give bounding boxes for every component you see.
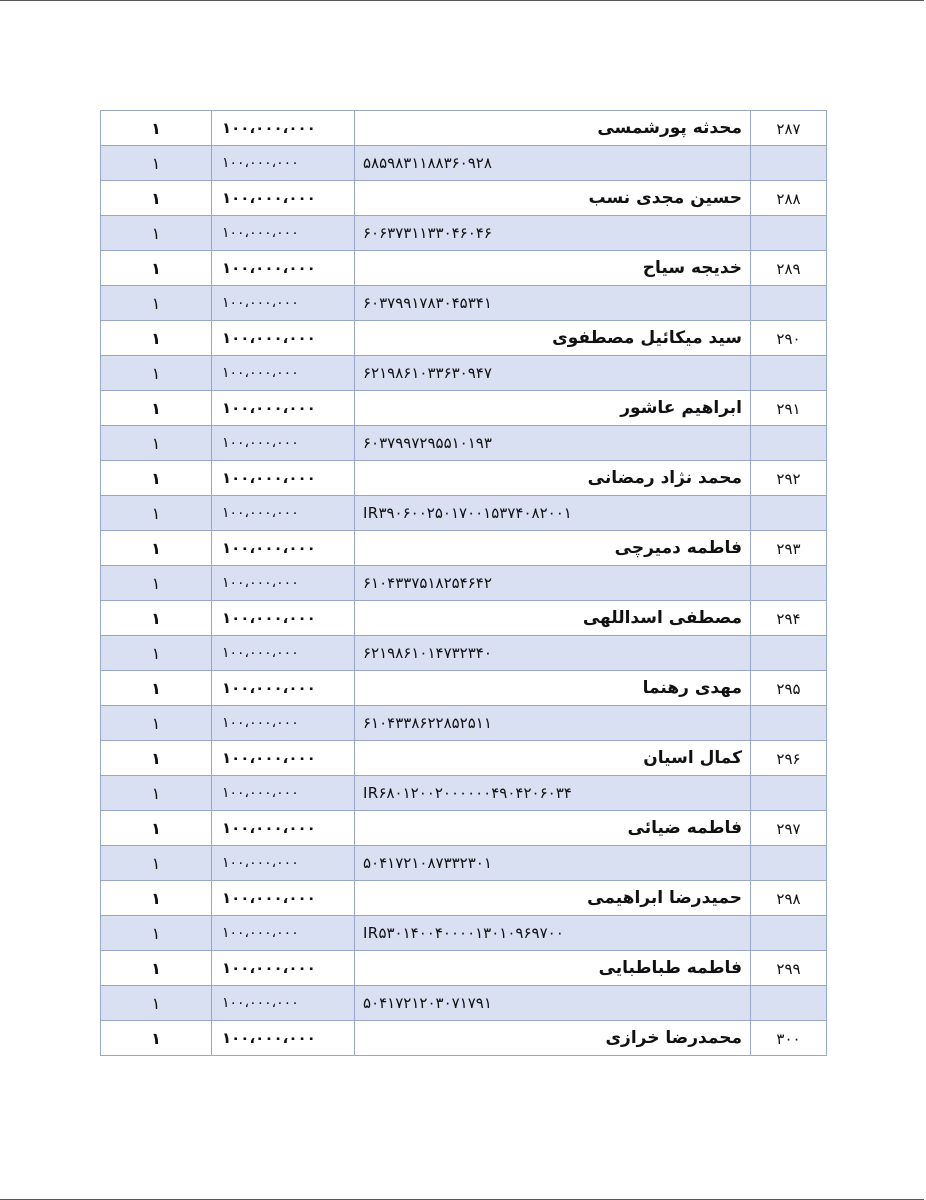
account-amount-value: ۱۰۰،۰۰۰،۰۰۰ <box>222 925 299 941</box>
account-amount-value: ۱۰۰،۰۰۰،۰۰۰ <box>222 435 299 451</box>
index-cell <box>751 881 827 916</box>
person-name: خدیجه سیاح <box>642 258 742 278</box>
account-cell <box>355 776 751 811</box>
name-cell <box>355 321 751 356</box>
table-row-account <box>101 706 827 741</box>
table-row-account <box>101 916 827 951</box>
account-cell <box>355 846 751 881</box>
person-name: فاطمه طباطبایی <box>598 958 742 978</box>
account-cell <box>355 496 751 531</box>
count-cell <box>101 741 212 776</box>
account-amount-cell <box>212 776 355 811</box>
count-cell <box>101 391 212 426</box>
name-cell <box>355 461 751 496</box>
count-cell <box>101 251 212 286</box>
count-value: ۱ <box>151 888 161 908</box>
table-row-name <box>101 811 827 846</box>
account-number: ۶۰۳۷۹۹۱۷۸۳۰۴۵۳۴۱ <box>363 294 492 312</box>
index-cell <box>751 671 827 706</box>
account-amount-value: ۱۰۰،۰۰۰،۰۰۰ <box>222 505 299 521</box>
account-amount-value: ۱۰۰،۰۰۰،۰۰۰ <box>222 295 299 311</box>
index-cell <box>751 461 827 496</box>
account-number: ۶۰۳۷۹۹۷۲۹۵۵۱۰۱۹۳ <box>363 434 492 452</box>
count-value: ۱ <box>151 748 161 768</box>
row-number: ۳۰۰ <box>776 1029 801 1048</box>
index-cell <box>751 111 827 146</box>
account-count-cell <box>101 286 212 321</box>
amount-value: ۱۰۰،۰۰۰،۰۰۰ <box>222 1029 316 1047</box>
account-amount-cell <box>212 426 355 461</box>
index-cell <box>751 1021 827 1056</box>
name-cell <box>355 531 751 566</box>
count-cell <box>101 601 212 636</box>
account-index-cell <box>751 216 827 251</box>
index-cell <box>751 741 827 776</box>
table-row-name <box>101 601 827 636</box>
account-index-cell <box>751 426 827 461</box>
row-number: ۲۹۶ <box>776 749 801 768</box>
table-row-account <box>101 496 827 531</box>
table-row-account <box>101 216 827 251</box>
table-row-account <box>101 846 827 881</box>
account-index-cell <box>751 916 827 951</box>
row-number: ۲۹۳ <box>776 539 801 558</box>
amount-cell <box>212 741 355 776</box>
person-name: حسین مجدی نسب <box>588 188 742 208</box>
amount-cell <box>212 601 355 636</box>
account-number: ۶۲۱۹۸۶۱۰۱۴۷۳۲۳۴۰ <box>363 644 492 662</box>
table-row-name <box>101 391 827 426</box>
index-cell <box>751 811 827 846</box>
account-number: ۵۸۵۹۸۳۱۱۸۸۳۶۰۹۲۸ <box>363 154 492 172</box>
account-number: ۵۰۴۱۷۲۱۰۸۷۳۳۲۳۰۱ <box>363 854 492 872</box>
account-count-value: ۱ <box>151 293 161 313</box>
index-cell <box>751 391 827 426</box>
person-name: ابراهیم عاشور <box>620 398 742 418</box>
account-amount-value: ۱۰۰،۰۰۰،۰۰۰ <box>222 225 299 241</box>
amount-value: ۱۰۰،۰۰۰،۰۰۰ <box>222 469 316 487</box>
account-count-value: ۱ <box>151 363 161 383</box>
account-count-value: ۱ <box>151 993 161 1013</box>
account-count-value: ۱ <box>151 853 161 873</box>
account-amount-cell <box>212 356 355 391</box>
account-amount-cell <box>212 146 355 181</box>
row-number: ۲۹۲ <box>776 469 801 488</box>
count-cell <box>101 671 212 706</box>
account-amount-cell <box>212 916 355 951</box>
account-count-value: ۱ <box>151 923 161 943</box>
person-name: فاطمه دمیرچی <box>614 538 742 558</box>
row-number: ۲۹۰ <box>776 329 801 348</box>
count-value: ۱ <box>151 328 161 348</box>
count-cell <box>101 881 212 916</box>
name-cell <box>355 671 751 706</box>
count-cell <box>101 321 212 356</box>
count-value: ۱ <box>151 118 161 138</box>
amount-cell <box>212 671 355 706</box>
account-amount-value: ۱۰۰،۰۰۰،۰۰۰ <box>222 155 299 171</box>
amount-cell <box>212 111 355 146</box>
account-cell <box>355 286 751 321</box>
table-row-account <box>101 426 827 461</box>
index-cell <box>751 181 827 216</box>
account-count-value: ۱ <box>151 433 161 453</box>
account-number: IR۳۹۰۶۰۰۲۵۰۱۷۰۰۱۵۳۷۴۰۸۲۰۰۱ <box>363 504 572 522</box>
amount-value: ۱۰۰،۰۰۰،۰۰۰ <box>222 329 316 347</box>
account-index-cell <box>751 286 827 321</box>
table-row-name <box>101 741 827 776</box>
account-index-cell <box>751 496 827 531</box>
table-row-name <box>101 881 827 916</box>
amount-value: ۱۰۰،۰۰۰،۰۰۰ <box>222 399 316 417</box>
person-name: فاطمه ضیائی <box>627 818 742 838</box>
account-index-cell <box>751 846 827 881</box>
account-count-cell <box>101 216 212 251</box>
account-number: IR۶۸۰۱۲۰۰۲۰۰۰۰۰۰۴۹۰۴۲۰۶۰۳۴ <box>363 784 572 802</box>
account-amount-cell <box>212 986 355 1021</box>
person-name: سید میکائیل مصطفوی <box>552 328 742 348</box>
index-cell <box>751 251 827 286</box>
count-value: ۱ <box>151 398 161 418</box>
table-row-name <box>101 461 827 496</box>
account-cell <box>355 426 751 461</box>
account-amount-value: ۱۰۰،۰۰۰،۰۰۰ <box>222 365 299 381</box>
table-row-name <box>101 111 827 146</box>
account-count-cell <box>101 566 212 601</box>
account-amount-value: ۱۰۰،۰۰۰،۰۰۰ <box>222 855 299 871</box>
count-cell <box>101 1021 212 1056</box>
account-index-cell <box>751 986 827 1021</box>
row-number: ۲۹۴ <box>776 609 801 628</box>
account-index-cell <box>751 356 827 391</box>
account-count-value: ۱ <box>151 643 161 663</box>
count-value: ۱ <box>151 678 161 698</box>
index-cell <box>751 531 827 566</box>
amount-value: ۱۰۰،۰۰۰،۰۰۰ <box>222 119 316 137</box>
index-cell <box>751 321 827 356</box>
account-count-cell <box>101 356 212 391</box>
account-amount-cell <box>212 566 355 601</box>
amount-value: ۱۰۰،۰۰۰،۰۰۰ <box>222 259 316 277</box>
row-number: ۲۸۸ <box>776 189 801 208</box>
amount-value: ۱۰۰،۰۰۰،۰۰۰ <box>222 189 316 207</box>
name-cell <box>355 601 751 636</box>
count-cell <box>101 181 212 216</box>
account-amount-cell <box>212 846 355 881</box>
table-row-name <box>101 181 827 216</box>
account-number: IR۵۳۰۱۴۰۰۴۰۰۰۰۱۳۰۱۰۹۶۹۷۰۰ <box>363 924 564 942</box>
account-cell <box>355 566 751 601</box>
person-name: مهدی رهنما <box>642 678 742 698</box>
amount-cell <box>212 1021 355 1056</box>
amount-cell <box>212 531 355 566</box>
amount-value: ۱۰۰،۰۰۰،۰۰۰ <box>222 959 316 977</box>
account-cell <box>355 636 751 671</box>
name-cell <box>355 1021 751 1056</box>
count-cell <box>101 461 212 496</box>
person-name: محدثه پورشمسی <box>597 118 742 138</box>
amount-value: ۱۰۰،۰۰۰،۰۰۰ <box>222 609 316 627</box>
name-cell <box>355 741 751 776</box>
table-row-name <box>101 951 827 986</box>
name-cell <box>355 111 751 146</box>
amount-cell <box>212 321 355 356</box>
table-row-name <box>101 671 827 706</box>
table-row-name <box>101 531 827 566</box>
count-value: ۱ <box>151 608 161 628</box>
account-cell <box>355 146 751 181</box>
table-row-name <box>101 321 827 356</box>
account-amount-value: ۱۰۰،۰۰۰،۰۰۰ <box>222 995 299 1011</box>
count-value: ۱ <box>151 258 161 278</box>
person-name: محمدرضا خرازی <box>605 1028 742 1048</box>
account-count-value: ۱ <box>151 573 161 593</box>
account-number: ۵۰۴۱۷۲۱۲۰۳۰۷۱۷۹۱ <box>363 994 492 1012</box>
amount-cell <box>212 181 355 216</box>
amount-value: ۱۰۰،۰۰۰،۰۰۰ <box>222 819 316 837</box>
person-name: حمیدرضا ابراهیمی <box>587 888 742 908</box>
account-amount-cell <box>212 496 355 531</box>
name-cell <box>355 391 751 426</box>
account-count-value: ۱ <box>151 783 161 803</box>
count-value: ۱ <box>151 538 161 558</box>
account-number: ۶۱۰۴۳۳۸۶۲۲۸۵۲۵۱۱ <box>363 714 492 732</box>
table-row-name <box>101 1021 827 1056</box>
account-count-cell <box>101 986 212 1021</box>
account-count-value: ۱ <box>151 223 161 243</box>
account-amount-cell <box>212 636 355 671</box>
count-cell <box>101 531 212 566</box>
account-index-cell <box>751 636 827 671</box>
name-cell <box>355 951 751 986</box>
count-value: ۱ <box>151 188 161 208</box>
row-number: ۲۹۷ <box>776 819 801 838</box>
account-cell <box>355 356 751 391</box>
payment-table <box>100 110 827 1056</box>
account-count-value: ۱ <box>151 153 161 173</box>
count-cell <box>101 951 212 986</box>
name-cell <box>355 881 751 916</box>
index-cell <box>751 951 827 986</box>
row-number: ۲۹۵ <box>776 679 801 698</box>
row-number: ۲۹۱ <box>776 399 801 418</box>
account-index-cell <box>751 146 827 181</box>
payment-table-body <box>101 111 827 1056</box>
account-count-cell <box>101 636 212 671</box>
row-number: ۲۹۸ <box>776 889 801 908</box>
amount-value: ۱۰۰،۰۰۰،۰۰۰ <box>222 539 316 557</box>
account-number: ۶۰۶۳۷۳۱۱۳۳۰۴۶۰۴۶ <box>363 224 492 242</box>
account-cell <box>355 916 751 951</box>
account-count-value: ۱ <box>151 713 161 733</box>
table-row-account <box>101 356 827 391</box>
row-number: ۲۹۹ <box>776 959 801 978</box>
table-row-account <box>101 286 827 321</box>
amount-cell <box>212 461 355 496</box>
table-row-name <box>101 251 827 286</box>
account-number: ۶۱۰۴۳۳۷۵۱۸۲۵۴۶۴۲ <box>363 574 492 592</box>
person-name: کمال اسیان <box>643 748 742 768</box>
person-name: محمد نژاد رمضانی <box>587 468 742 488</box>
account-amount-value: ۱۰۰،۰۰۰،۰۰۰ <box>222 645 299 661</box>
amount-cell <box>212 251 355 286</box>
account-count-value: ۱ <box>151 503 161 523</box>
count-value: ۱ <box>151 468 161 488</box>
amount-cell <box>212 881 355 916</box>
table-row-account <box>101 566 827 601</box>
account-count-cell <box>101 496 212 531</box>
index-cell <box>751 601 827 636</box>
account-cell <box>355 706 751 741</box>
table-row-account <box>101 776 827 811</box>
account-amount-cell <box>212 216 355 251</box>
amount-cell <box>212 391 355 426</box>
account-amount-value: ۱۰۰،۰۰۰،۰۰۰ <box>222 785 299 801</box>
account-count-cell <box>101 426 212 461</box>
row-number: ۲۸۷ <box>776 119 801 138</box>
account-count-cell <box>101 846 212 881</box>
amount-value: ۱۰۰،۰۰۰،۰۰۰ <box>222 679 316 697</box>
account-index-cell <box>751 566 827 601</box>
count-cell <box>101 811 212 846</box>
account-index-cell <box>751 706 827 741</box>
person-name: مصطفی اسداللهی <box>582 608 742 628</box>
count-value: ۱ <box>151 1028 161 1048</box>
amount-cell <box>212 951 355 986</box>
amount-value: ۱۰۰،۰۰۰،۰۰۰ <box>222 749 316 767</box>
account-amount-value: ۱۰۰،۰۰۰،۰۰۰ <box>222 575 299 591</box>
account-count-cell <box>101 706 212 741</box>
account-index-cell <box>751 776 827 811</box>
table-row-account <box>101 986 827 1021</box>
account-amount-cell <box>212 286 355 321</box>
account-amount-value: ۱۰۰،۰۰۰،۰۰۰ <box>222 715 299 731</box>
row-number: ۲۸۹ <box>776 259 801 278</box>
amount-cell <box>212 811 355 846</box>
account-count-cell <box>101 916 212 951</box>
account-number: ۶۲۱۹۸۶۱۰۳۳۶۳۰۹۴۷ <box>363 364 492 382</box>
name-cell <box>355 181 751 216</box>
name-cell <box>355 811 751 846</box>
name-cell <box>355 251 751 286</box>
count-cell <box>101 111 212 146</box>
account-amount-cell <box>212 706 355 741</box>
count-value: ۱ <box>151 958 161 978</box>
table-row-account <box>101 146 827 181</box>
account-cell <box>355 216 751 251</box>
count-value: ۱ <box>151 818 161 838</box>
account-count-cell <box>101 146 212 181</box>
account-cell <box>355 986 751 1021</box>
amount-value: ۱۰۰،۰۰۰،۰۰۰ <box>222 889 316 907</box>
account-count-cell <box>101 776 212 811</box>
table-row-account <box>101 636 827 671</box>
